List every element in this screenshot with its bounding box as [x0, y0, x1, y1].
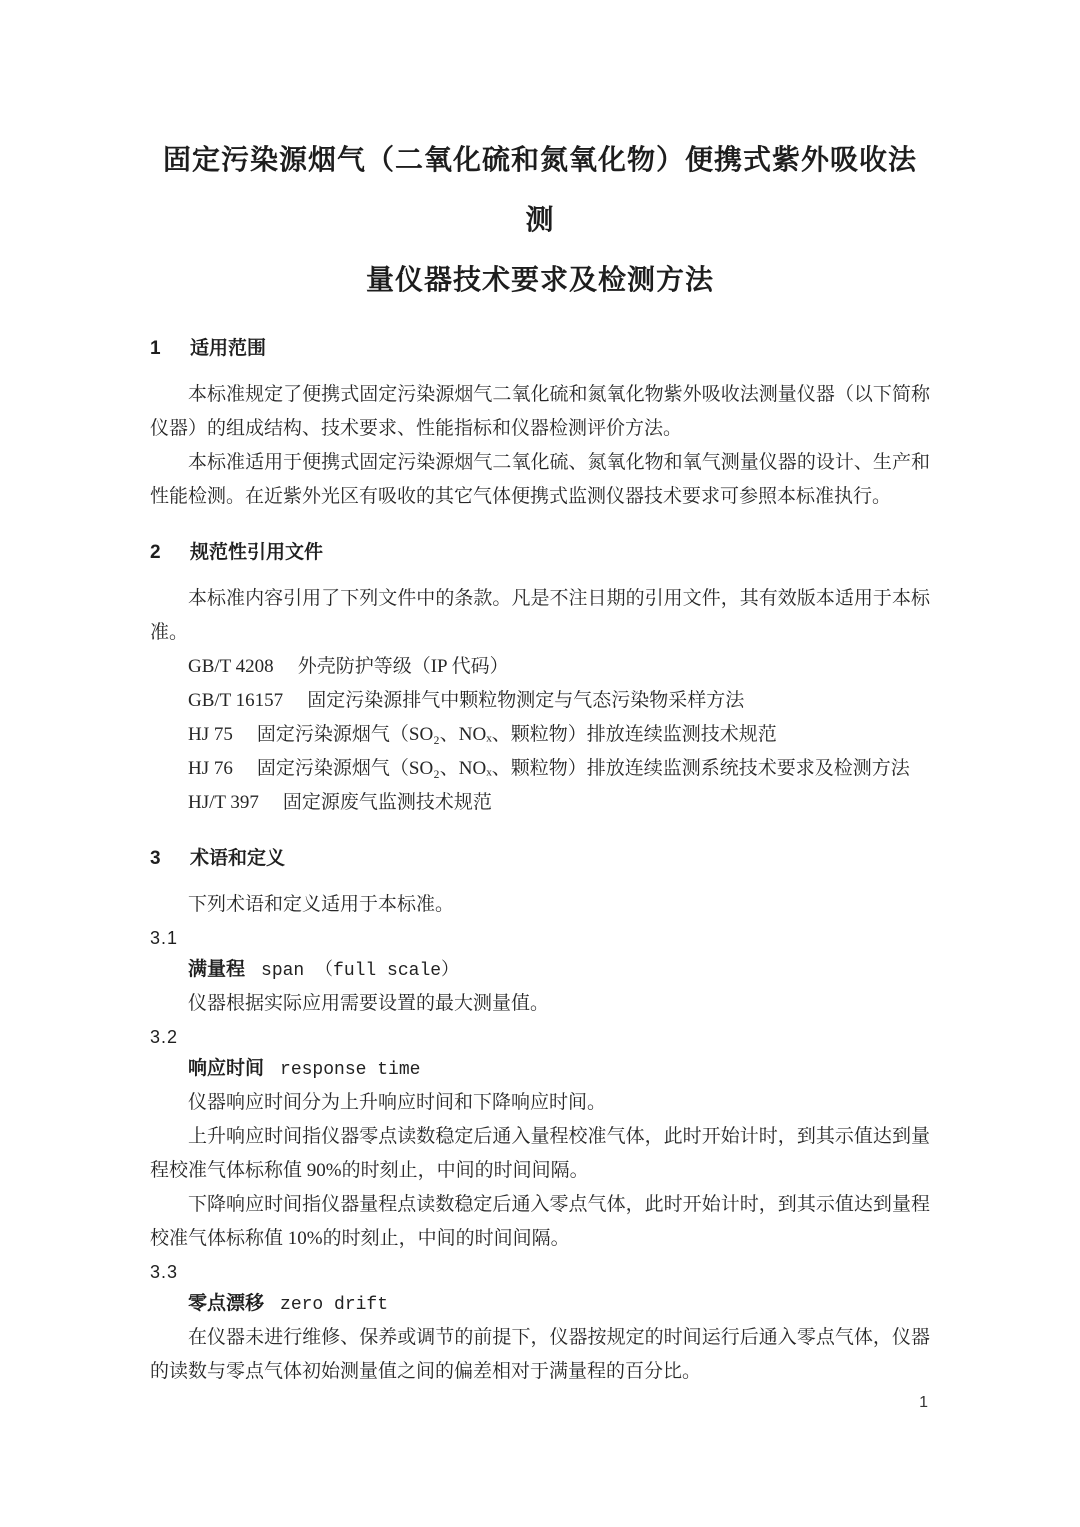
section-scope — [150, 336, 930, 514]
document-title-line-2: 量仪器技术要求及检测方法 — [365, 264, 714, 295]
reference-item — [188, 684, 930, 718]
reference-title: 固定源废气监测技术规范 — [282, 792, 492, 813]
reference-code: HJ/T 397 — [188, 792, 259, 813]
term-name-english: zero drift — [280, 1295, 389, 1315]
term-name — [150, 1053, 930, 1086]
term-zero-drift — [150, 1256, 930, 1389]
term-definition: 在仪器未进行维修、保养或调节的前提下，仪器按规定的时间运行后通入零点气体，仪器的读数与零点气体初始测量值之间的偏差相对于满量程的百分比。 — [150, 1327, 930, 1382]
section-terms-heading — [150, 846, 930, 872]
term-name-english: response time — [280, 1060, 421, 1080]
term-number: 3.2 — [150, 1027, 179, 1047]
paragraph: 本标准规定了便携式固定污染源烟气二氧化硫和氮氧化物紫外吸收法测量仪器（以下简称仪器）的组成结构、技术要求、性能指标和仪器检测评价方法。 — [150, 384, 930, 439]
section-terms-definitions — [150, 846, 930, 1389]
reference-code: HJ 76 — [188, 758, 233, 779]
reference-item — [188, 718, 930, 752]
section-references-heading — [150, 540, 930, 566]
section-references-heading-text: 规范性引用文件 — [190, 542, 324, 563]
term-name-english: span （full scale） — [261, 961, 460, 981]
reference-item — [188, 786, 930, 820]
term-name-chinese: 响应时间 — [188, 1058, 265, 1079]
reference-item — [188, 650, 930, 684]
reference-title: 外壳防护等级（IP 代码） — [297, 656, 509, 677]
terms-intro: 下列术语和定义适用于本标准。 — [188, 894, 455, 915]
reference-title: 固定污染源烟气（SO₂、NOₓ、颗粒物）排放连续监测系统技术要求及检测方法 — [256, 758, 910, 779]
reference-code: HJ 75 — [188, 724, 233, 745]
paragraph: 本标准内容引用了下列文件中的条款。凡是不注日期的引用文件，其有效版本适用于本标准。 — [150, 588, 930, 643]
term-definition: 下降响应时间指仪器量程点读数稳定后通入零点气体，此时开始计时，到其示值达到量程校准气体标称值 10%的时刻止，中间的时间间隔。 — [150, 1194, 930, 1249]
term-full-scale — [150, 922, 930, 1021]
reference-item — [188, 752, 930, 786]
document-title — [150, 130, 930, 310]
term-name — [150, 954, 930, 987]
term-definition: 上升响应时间指仪器零点读数稳定后通入量程校准气体，此时开始计时，到其示值达到量程校准气体标称值 90%的时刻止，中间的时间间隔。 — [150, 1126, 930, 1181]
term-number: 3.1 — [150, 928, 179, 948]
paragraph: 本标准适用于便携式固定污染源烟气二氧化硫、氮氧化物和氧气测量仪器的设计、生产和性能检测。在近紫外光区有吸收的其它气体便携式监测仪器技术要求可参照本标准执行。 — [150, 452, 930, 507]
section-scope-heading-text: 适用范围 — [190, 338, 267, 359]
reference-code: GB/T 4208 — [188, 656, 274, 677]
section-scope-heading — [150, 336, 930, 362]
term-name-chinese: 零点漂移 — [188, 1293, 265, 1314]
section-terms-heading-text: 术语和定义 — [190, 848, 286, 869]
term-name — [150, 1288, 930, 1321]
reference-title: 固定污染源排气中颗粒物测定与气态污染物采样方法 — [307, 690, 745, 711]
section-terms-number: 3 — [150, 848, 161, 869]
term-definition: 仪器响应时间分为上升响应时间和下降响应时间。 — [188, 1092, 607, 1113]
term-name-chinese: 满量程 — [188, 959, 246, 980]
reference-list — [150, 650, 930, 820]
section-scope-number: 1 — [150, 338, 161, 359]
section-references-number: 2 — [150, 542, 161, 563]
term-response-time — [150, 1021, 930, 1256]
document-title-line-1: 固定污染源烟气（二氧化硫和氮氧化物）便携式紫外吸收法测 — [162, 144, 917, 235]
term-number: 3.3 — [150, 1262, 179, 1282]
term-definition: 仪器根据实际应用需要设置的最大测量值。 — [188, 993, 550, 1014]
reference-title: 固定污染源烟气（SO₂、NOₓ、颗粒物）排放连续监测技术规范 — [256, 724, 777, 745]
section-normative-references — [150, 540, 930, 820]
page-number: 1 — [919, 1394, 928, 1411]
reference-code: GB/T 16157 — [188, 690, 284, 711]
